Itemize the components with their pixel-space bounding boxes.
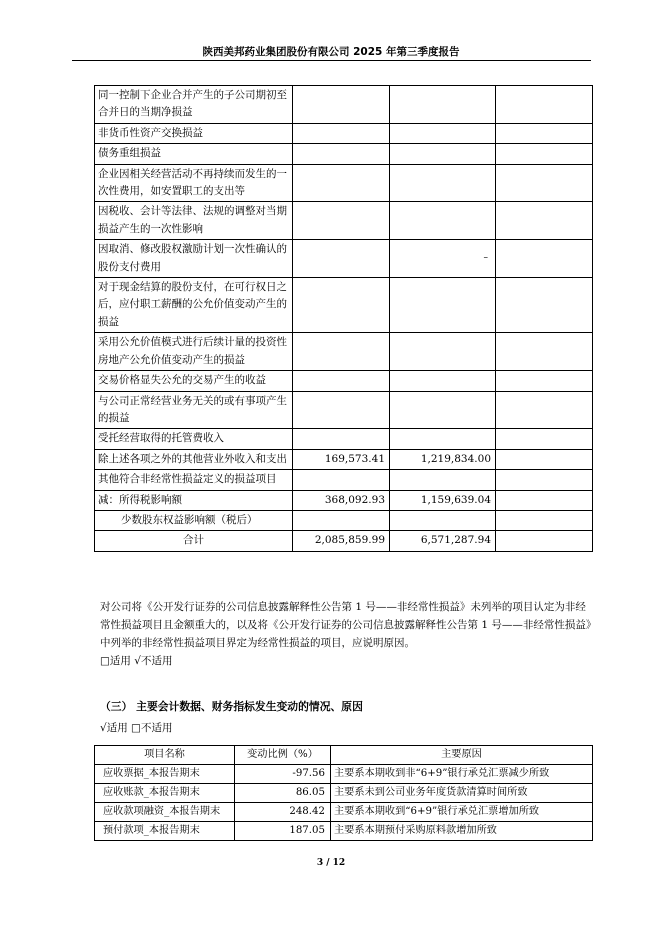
table-row: [95, 240, 593, 278]
ytd-cell: [390, 202, 496, 240]
table-row: [95, 391, 593, 429]
ytd-cell: [390, 391, 496, 429]
table-row: [95, 333, 593, 371]
row-label: 减：所得税影响额: [95, 490, 293, 510]
ytd-cell: [390, 240, 496, 278]
ytd-cell: [390, 164, 496, 202]
note-cell: [496, 470, 593, 490]
current-period-cell: [293, 123, 390, 143]
header-item-name: 项目名称: [95, 746, 235, 765]
table-row: [95, 123, 593, 143]
non-recurring-gains-table: [94, 85, 593, 552]
header-main-reason: 主要原因: [331, 746, 593, 765]
table-row: [95, 803, 593, 822]
applicability-options: □适用 √不适用: [100, 655, 173, 667]
row-label: 与公司正常经营业务无关的或有事项产生的损益: [95, 391, 293, 429]
change-ratio: 248.42: [235, 803, 331, 822]
row-label: 同一控制下企业合并产生的子公司期初至合并日的当期净损益: [95, 86, 293, 124]
table-row: [95, 164, 593, 202]
ytd-cell: 1,159,639.04: [390, 490, 496, 510]
ytd-cell: 1,219,834.00: [390, 449, 496, 469]
note-cell: [496, 429, 593, 449]
header-change-ratio: 变动比例（%）: [235, 746, 331, 765]
ytd-cell: [390, 429, 496, 449]
main-reason: 主要系本期预付采购原料款增加所致: [331, 822, 593, 841]
note-cell: [496, 164, 593, 202]
table-row: [95, 371, 593, 391]
current-period-cell: [293, 202, 390, 240]
table-row: [95, 86, 593, 124]
note-cell: [496, 240, 593, 278]
note-cell: [496, 531, 593, 551]
row-label: 少数股东权益影响额（税后）: [95, 510, 293, 530]
ytd-cell: [390, 371, 496, 391]
section-applicability: √适用 □不适用: [100, 722, 173, 734]
row-label: 因取消、修改股权激励计划一次性确认的股份支付费用: [95, 240, 293, 278]
note-cell: [496, 144, 593, 164]
change-ratio: -97.56: [235, 765, 331, 784]
note-cell: [496, 202, 593, 240]
current-period-cell: 169,573.41: [293, 449, 390, 469]
note-cell: [496, 490, 593, 510]
table-row: [95, 429, 593, 449]
change-ratio: 86.05: [235, 784, 331, 803]
note-cell: [496, 449, 593, 469]
report-header: 陕西美邦药业集团股份有限公司 2025 年第三季度报告: [202, 46, 460, 58]
row-label: 因税收、会计等法律、法规的调整对当期损益产生的一次性影响: [95, 202, 293, 240]
total-label: 合计: [95, 531, 293, 551]
note-text: 对公司将《公开发行证券的公司信息披露解释性公告第 1 号——非经常性损益》未列举的项目认定为非经常性损益项目且金额重大的，以及将《公开发行证券的公司信息披露解释性公告第 1 号——非经常性损益》中列举的非经常性损益项目界定为经常性损益的项目，应说明原因。: [100, 601, 592, 649]
ytd-cell: [390, 86, 496, 124]
header-divider: [72, 60, 591, 61]
ytd-cell: [390, 144, 496, 164]
row-label: 采用公允价值模式进行后续计量的投资性房地产公允价值变动产生的损益: [95, 333, 293, 371]
current-period-cell: [293, 240, 390, 278]
table-row: [95, 449, 593, 469]
row-label: 企业因相关经营活动不再持续而发生的一次性费用，如安置职工的支出等: [95, 164, 293, 202]
table-row: [95, 278, 593, 333]
current-period-cell: 2,085,859.99: [293, 531, 390, 551]
current-period-cell: [293, 164, 390, 202]
table-row: [95, 510, 593, 530]
row-label: 对于现金结算的股份支付，在可行权日之后，应付职工薪酬的公允价值变动产生的损益: [95, 278, 293, 333]
current-period-cell: [293, 510, 390, 530]
main-reason: 主要系未到公司业务年度货款清算时间所致: [331, 784, 593, 803]
ytd-cell: [390, 278, 496, 333]
change-ratio: 187.05: [235, 822, 331, 841]
ytd-cell: [390, 123, 496, 143]
note-cell: [496, 391, 593, 429]
current-period-cell: [293, 391, 390, 429]
table-row: [95, 470, 593, 490]
ytd-cell: [390, 333, 496, 371]
item-name: 应收款项融资_本报告期末: [95, 803, 235, 822]
note-cell: [496, 86, 593, 124]
note-cell: [496, 123, 593, 143]
current-period-cell: [293, 371, 390, 391]
table-row: [95, 490, 593, 510]
main-reason: 主要系本期收到非“6+9”银行承兑汇票减少所致: [331, 765, 593, 784]
section-heading: （三） 主要会计数据、财务指标发生变动的情况、原因: [100, 700, 363, 713]
total-row: [95, 531, 593, 551]
page-number: 3 / 12: [316, 858, 346, 868]
ytd-cell: [390, 470, 496, 490]
row-label: 交易价格显失公允的交易产生的收益: [95, 371, 293, 391]
note-cell: [496, 333, 593, 371]
row-label: 债务重组损益: [95, 144, 293, 164]
item-name: 应收票据_本报告期末: [95, 765, 235, 784]
table-header-row: [95, 746, 593, 765]
ytd-cell: [390, 510, 496, 530]
main-reason: 主要系本期收到“6+9”银行承兑汇票增加所致: [331, 803, 593, 822]
current-period-cell: [293, 333, 390, 371]
current-period-cell: [293, 144, 390, 164]
table-row: [95, 202, 593, 240]
note-cell: [496, 278, 593, 333]
dash-mark: –: [483, 252, 488, 263]
row-label: 其他符合非经常性损益定义的损益项目: [95, 470, 293, 490]
current-period-cell: [293, 470, 390, 490]
table-row: [95, 822, 593, 841]
table-row: [95, 765, 593, 784]
table-row: [95, 784, 593, 803]
disclosure-note: [100, 598, 595, 670]
current-period-cell: [293, 86, 390, 124]
ytd-cell: 6,571,287.94: [390, 531, 496, 551]
current-period-cell: [293, 278, 390, 333]
current-period-cell: 368,092.93: [293, 490, 390, 510]
current-period-cell: [293, 429, 390, 449]
note-cell: [496, 371, 593, 391]
change-reasons-table: [94, 745, 593, 841]
row-label: 除上述各项之外的其他营业外收入和支出: [95, 449, 293, 469]
item-name: 应收账款_本报告期末: [95, 784, 235, 803]
row-label: 非货币性资产交换损益: [95, 123, 293, 143]
note-cell: [496, 510, 593, 530]
item-name: 预付款项_本报告期末: [95, 822, 235, 841]
table-row: [95, 144, 593, 164]
row-label: 受托经营取得的托管费收入: [95, 429, 293, 449]
